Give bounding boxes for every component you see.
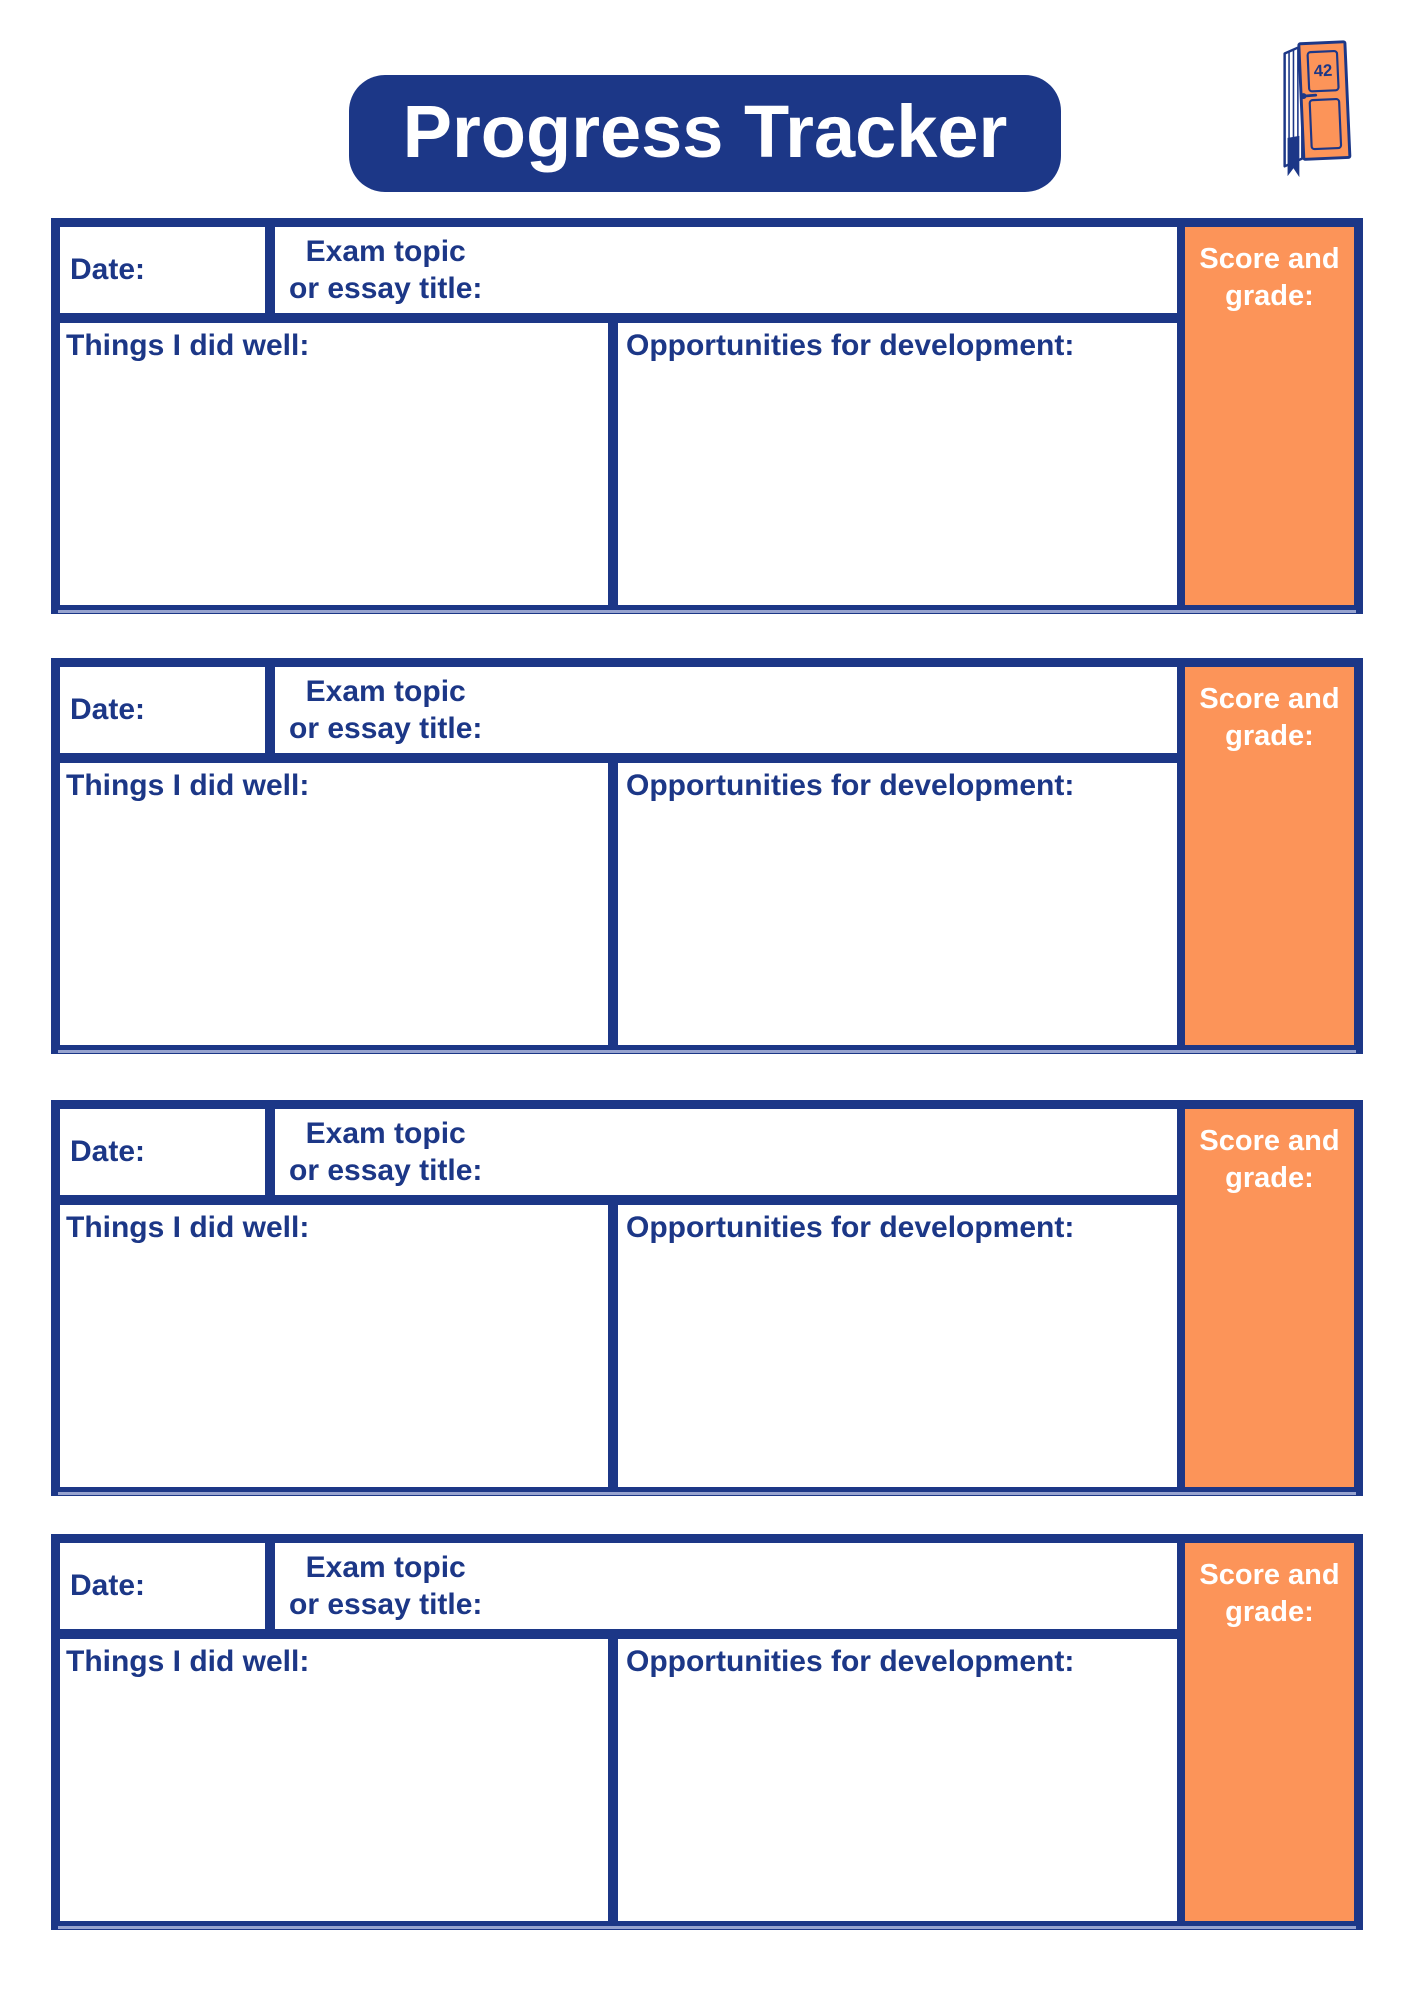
exam-topic-field[interactable]	[275, 1109, 1177, 1195]
development-field[interactable]	[618, 1639, 1177, 1921]
strengths-field[interactable]	[60, 763, 618, 1045]
score-grade-label	[1185, 681, 1354, 755]
development-field[interactable]	[618, 323, 1177, 605]
score-grade-label-line1: Score and	[1199, 683, 1340, 715]
score-grade-label	[1185, 241, 1354, 315]
date-label: Date:	[70, 1135, 146, 1168]
strengths-field[interactable]	[60, 1205, 618, 1487]
date-label: Date:	[70, 693, 146, 726]
exam-topic-label-line2: or essay title:	[289, 272, 483, 305]
score-grade-label-line1: Score and	[1199, 243, 1340, 275]
score-grade-label-line2: grade:	[1225, 1162, 1314, 1194]
row-divider	[60, 1195, 1177, 1205]
strengths-field[interactable]	[60, 323, 618, 605]
exam-topic-label-line2: or essay title:	[289, 1154, 483, 1187]
score-grade-field[interactable]	[1177, 1543, 1354, 1921]
exam-topic-label-line1: Exam topic	[305, 1117, 466, 1150]
score-grade-field[interactable]	[1177, 227, 1354, 605]
title-banner	[349, 75, 1061, 192]
door-number: 42	[1313, 60, 1333, 81]
score-grade-label-line2: grade:	[1225, 720, 1314, 752]
score-grade-label-line2: grade:	[1225, 1596, 1314, 1628]
book-door-icon	[1272, 30, 1362, 182]
development-label: Opportunities for development:	[626, 1645, 1075, 1678]
strengths-label: Things I did well:	[66, 769, 310, 802]
development-label: Opportunities for development:	[626, 329, 1075, 362]
strengths-label: Things I did well:	[66, 329, 310, 362]
development-label: Opportunities for development:	[626, 769, 1075, 802]
score-grade-label	[1185, 1557, 1354, 1631]
date-label: Date:	[70, 1569, 146, 1602]
exam-topic-field[interactable]	[275, 227, 1177, 313]
exam-topic-label-line1: Exam topic	[305, 1551, 466, 1584]
strengths-label: Things I did well:	[66, 1211, 310, 1244]
door-handle-bar	[1304, 95, 1316, 96]
exam-topic-field[interactable]	[275, 1543, 1177, 1629]
tracker-card	[51, 1100, 1363, 1496]
exam-topic-label-line2: or essay title:	[289, 1588, 483, 1621]
row-divider	[60, 1629, 1177, 1639]
strengths-label: Things I did well:	[66, 1645, 310, 1678]
strengths-field[interactable]	[60, 1639, 618, 1921]
tracker-card	[51, 1534, 1363, 1930]
development-field[interactable]	[618, 1205, 1177, 1487]
exam-topic-label	[289, 673, 482, 747]
date-field[interactable]	[60, 1543, 275, 1629]
exam-topic-label	[289, 233, 482, 307]
date-field[interactable]	[60, 667, 275, 753]
exam-topic-label-line2: or essay title:	[289, 712, 483, 745]
tracker-card	[51, 658, 1363, 1054]
date-field[interactable]	[60, 1109, 275, 1195]
date-field[interactable]	[60, 227, 275, 313]
exam-topic-label	[289, 1115, 482, 1189]
exam-topic-label	[289, 1549, 482, 1623]
tracker-card	[51, 218, 1363, 614]
bookmark-ribbon	[1288, 136, 1300, 177]
score-grade-label-line1: Score and	[1199, 1125, 1340, 1157]
score-grade-field[interactable]	[1177, 667, 1354, 1045]
development-label: Opportunities for development:	[626, 1211, 1075, 1244]
score-grade-label	[1185, 1123, 1354, 1197]
development-field[interactable]	[618, 763, 1177, 1045]
exam-topic-label-line1: Exam topic	[305, 235, 466, 268]
score-grade-label-line2: grade:	[1225, 280, 1314, 312]
row-divider	[60, 313, 1177, 323]
row-divider	[60, 753, 1177, 763]
score-grade-label-line1: Score and	[1199, 1559, 1340, 1591]
score-grade-field[interactable]	[1177, 1109, 1354, 1487]
date-label: Date:	[70, 253, 146, 286]
page-title: Progress Tracker	[402, 90, 1008, 173]
exam-topic-label-line1: Exam topic	[305, 675, 466, 708]
exam-topic-field[interactable]	[275, 667, 1177, 753]
